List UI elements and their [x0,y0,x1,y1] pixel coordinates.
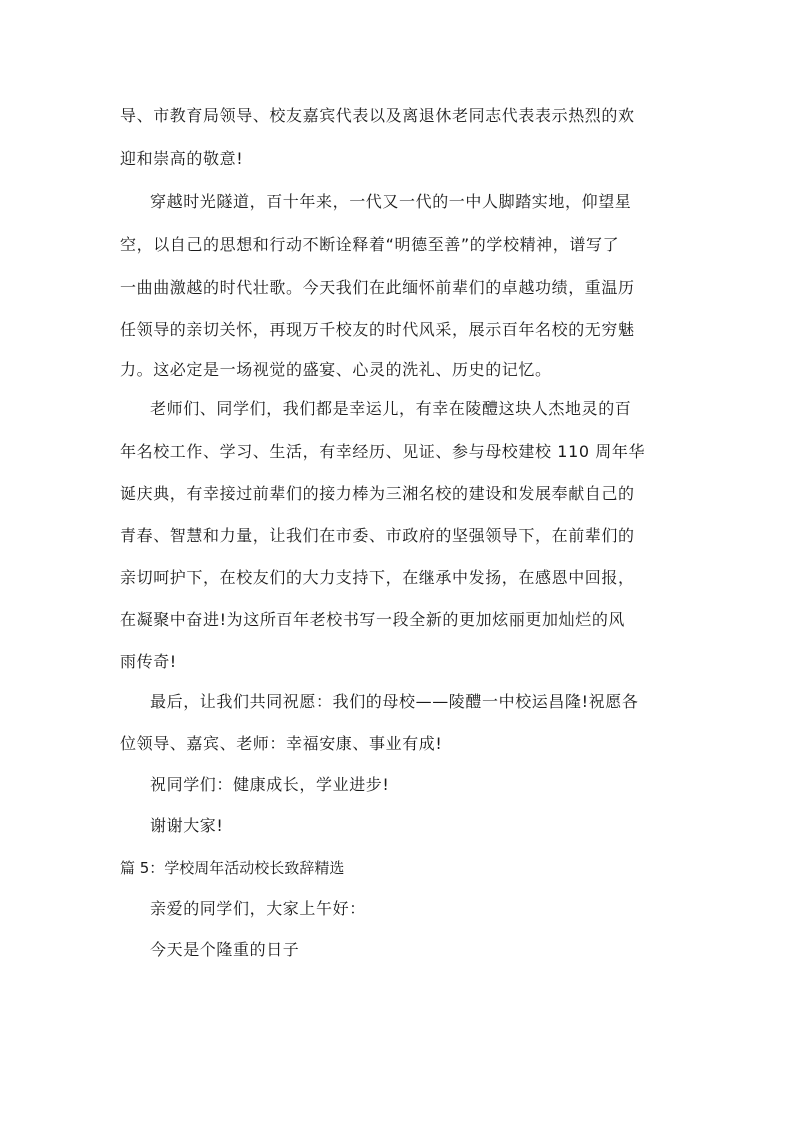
text-line: 在凝聚中奋进!为这所百年老校书写一段全新的更加炫丽更加灿烂的风 [120,610,626,629]
paragraph-start-line: 最后，让我们共同祝愿：我们的母校——陵醴一中校运昌隆!祝愿各 [150,692,639,711]
text-line: 位领导、嘉宾、老师：幸福安康、事业有成! [120,734,443,753]
text-line: 力。这必定是一场视觉的盛宴、心灵的洗礼、历史的记忆。 [120,360,552,379]
paragraph-start-line: 老师们、同学们，我们都是幸运儿，有幸在陵醴这块人杰地灵的百 [150,399,632,418]
paragraph-start-line: 祝同学们：健康成长，学业进步! [150,775,390,794]
paragraph-start-line: 亲爱的同学们，大家上午好： [150,899,366,918]
text-line: 一曲曲激越的时代壮歌。今天我们在此缅怀前辈们的卓越功绩，重温历 [120,278,635,297]
paragraph-start-line: 穿越时光隧道，百十年来，一代又一代的一中人脚踏实地，仰望星 [150,192,632,211]
paragraph-start-line: 谢谢大家! [150,816,224,835]
text-line: 迎和崇高的敬意! [120,149,244,168]
text-line: 任领导的亲切关怀，再现万千校友的时代风采，展示百年名校的无穷魅 [120,320,635,339]
text-line: 空，以自己的思想和行动不断诠释着“明德至善”的学校精神，谱写了 [120,235,620,254]
text-line: 年名校工作、学习、生活，有幸经历、见证、参与母校建校 110 周年华 [120,442,646,461]
text-line: 诞庆典，有幸接过前辈们的接力棒为三湘名校的建设和发展奉献自己的 [120,484,635,503]
section-heading: 篇 5：学校周年活动校长致辞精选 [120,859,345,877]
text-line: 亲切呵护下，在校友们的大力支持下，在继承中发扬，在感恩中回报， [120,568,635,587]
paragraph-start-line: 今天是个隆重的日子 [150,940,300,959]
text-line: 青春、智慧和力量，让我们在市委、市政府的坚强领导下，在前辈们的 [120,526,635,545]
text-line: 导、市教育局领导、校友嘉宾代表以及离退休老同志代表表示热烈的欢 [120,106,635,125]
text-line: 雨传奇! [120,652,177,671]
